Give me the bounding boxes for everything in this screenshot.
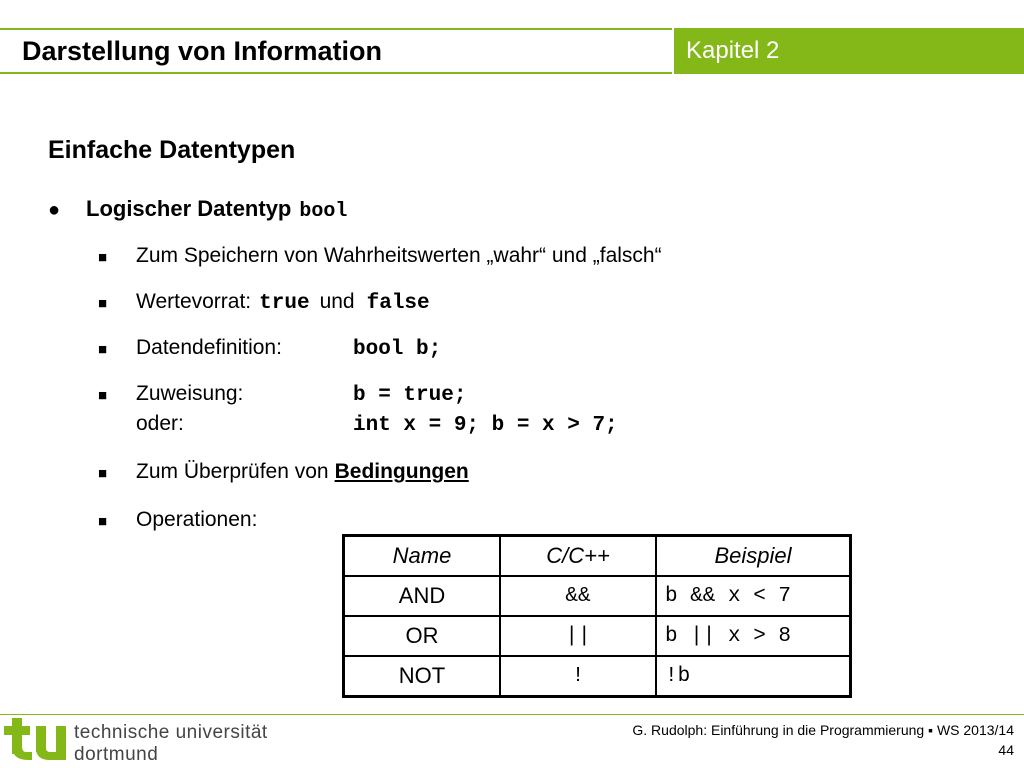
table-header-cpp: C/C++: [500, 536, 656, 577]
tu-logo-icon: [4, 716, 70, 764]
page-number: 44: [998, 742, 1014, 758]
operations-label: Operationen:: [136, 508, 258, 531]
table-cell-operator: !: [500, 656, 656, 697]
footer-citation-block: [632, 720, 1014, 760]
slide-header: [0, 28, 1024, 74]
wertevorrat-true: true: [259, 292, 310, 315]
bullet-label: Logischer Datentyp: [86, 196, 292, 221]
footer-citation: G. Rudolph: Einführung in die Programmierung ▪ WS 2013/14: [632, 722, 1014, 738]
definition-code: bool b;: [353, 338, 442, 361]
square-bullet-icon: ■: [98, 295, 108, 312]
section-title: Einfache Datentypen: [48, 136, 296, 164]
bullet-code: bool: [299, 200, 348, 223]
assign-code: b = true;: [353, 384, 467, 407]
header-divider-top: [0, 28, 672, 30]
wertevorrat-false: false: [366, 292, 430, 315]
table-cell-name: AND: [344, 576, 501, 616]
operations-table: [342, 534, 852, 698]
table-cell-example: b || x > 8: [656, 616, 851, 656]
assign-label: Zuweisung:: [136, 382, 244, 405]
table-cell-name: OR: [344, 616, 501, 656]
bullet-logical-type: [48, 196, 347, 223]
item-or: [98, 412, 184, 436]
university-line2: dortmund: [74, 744, 159, 765]
square-bullet-icon: ■: [98, 513, 108, 530]
table-row: [344, 656, 851, 697]
square-bullet-icon: ■: [98, 341, 108, 358]
table-cell-example: b && x < 7: [656, 576, 851, 616]
item-operations: [98, 508, 257, 532]
item-assignment: [98, 382, 243, 406]
bullet-dot-icon: ●: [48, 199, 61, 221]
footer-divider: [0, 714, 1024, 715]
table-cell-operator: ||: [500, 616, 656, 656]
wertevorrat-und: und: [319, 290, 355, 313]
square-bullet-icon: ■: [98, 465, 108, 482]
table-cell-name: NOT: [344, 656, 501, 697]
header-divider-bottom: [0, 72, 672, 74]
table-header-example: Beispiel: [656, 536, 851, 577]
square-bullet-icon: ■: [98, 387, 108, 404]
chapter-badge: Kapitel 2: [674, 28, 1024, 74]
table-cell-example: !b: [656, 656, 851, 697]
item-conditions: [98, 460, 469, 484]
or-label: oder:: [136, 412, 184, 435]
table-header-name: Name: [344, 536, 501, 577]
item-purpose: [98, 244, 662, 268]
slide-title: Darstellung von Information: [22, 36, 383, 66]
item-definition: [98, 336, 282, 360]
table-header-row: [344, 536, 851, 577]
table-cell-operator: &&: [500, 576, 656, 616]
square-bullet-icon: ■: [98, 249, 108, 266]
check-text: Zum Überprüfen von: [136, 460, 329, 483]
definition-label: Datendefinition:: [136, 336, 282, 359]
table-row: [344, 576, 851, 616]
university-line1: technische universität: [74, 722, 268, 743]
or-code: int x = 9; b = x > 7;: [353, 414, 618, 437]
wertevorrat-label: Wertevorrat:: [136, 290, 252, 313]
table-row: [344, 616, 851, 656]
item-wertevorrat: [98, 290, 430, 315]
university-name: [74, 722, 268, 766]
bedingungen-term: Bedingungen: [334, 460, 469, 483]
item-purpose-text: Zum Speichern von Wahrheitswerten „wahr“ und „falsch“: [136, 244, 662, 267]
